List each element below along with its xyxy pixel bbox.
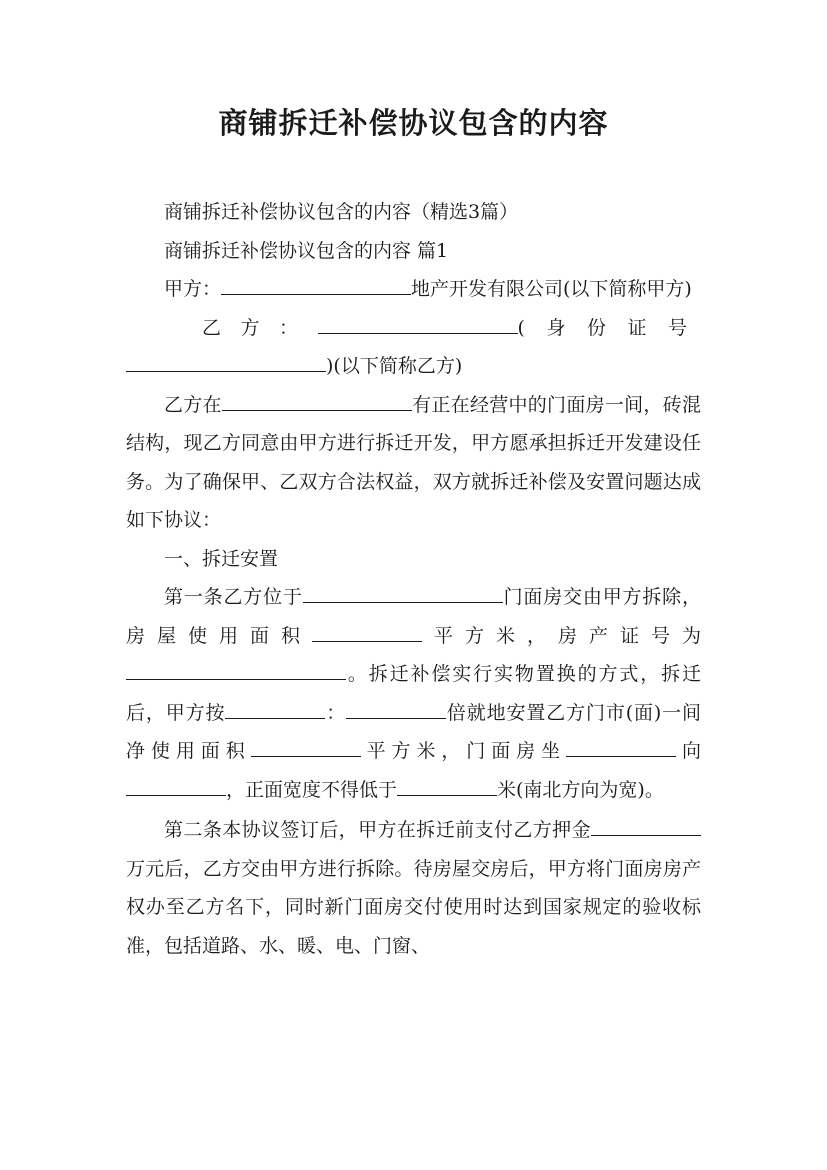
ratio-right-blank [346,717,446,719]
article-1-text-10: 米(南北方向为宽)。 [497,778,664,801]
chapter-heading: 一、拆迁安置 [164,547,279,570]
article-1-text-6: 倍就地安置乙方门市(面)一间净使用面积 [126,701,701,762]
usable-area-blank [312,640,422,642]
deposit-amount-blank [591,834,701,836]
party-a-suffix: 地产开发有限公司(以下简称甲方) [411,278,692,300]
party-b-id-blank [126,370,326,372]
document-body [126,193,701,965]
article-1-text-7: 平方米，门面房坐 [360,740,567,762]
article-2-paragraph [126,811,701,965]
section-heading: 商铺拆迁补偿协议包含的内容 篇1 [164,239,449,262]
article-1-text-4: 。拆迁补偿实行实物置换的方式，拆迁后，甲方按 [126,663,701,724]
new-area-blank [251,755,361,757]
document-title: 商铺拆迁补偿协议包含的内容 [218,106,609,140]
party-b-suffix: )(以下简称乙方) [326,355,463,377]
party-b-paragraph [126,309,701,386]
intro-prefix: 乙方在 [164,393,222,416]
party-b-name-blank [318,332,518,334]
document-subtitle: 商铺拆迁补偿协议包含的内容（精选3篇） [164,201,519,223]
party-a-name-blank [221,293,411,295]
article-2-text-2: 万元后，乙方交由甲方进行拆除。待房屋交房后，甲方将门面房房产权办至乙方名下，同时新门面房交付使用时达到国家规定的验收标准，包括道路、水、暖、电、门窗、 [126,857,701,957]
party-b-prefix: 乙方： [202,316,318,339]
ratio-left-blank [225,717,325,719]
article-1-text-3: 平方米，房产证号为 [422,624,701,647]
intro-suffix: 有正在经营中的门面房一间，砖混结构，现乙方同意由甲方进行拆迁开发，甲方愿承担拆迁开发建设任务。为了确保甲、乙双方合法权益，双方就拆迁补偿及安置问题达成如下协议： [126,393,701,531]
article-1-text-8: 向 [676,740,701,762]
party-a-paragraph [126,270,701,309]
party-a-prefix: 甲方： [164,278,222,300]
party-b-middle: (身份证号 [517,316,701,339]
facing-to-blank [126,794,226,796]
article-1-text-9: ，正面宽度不得低于 [226,778,398,801]
shop-location-blank [303,601,503,603]
facing-from-blank [566,755,676,757]
property-cert-number-blank [126,678,346,680]
intro-paragraph [126,386,701,540]
article-1-paragraph [126,578,701,809]
front-width-blank [397,794,497,796]
article-1-text-5: ： [325,701,347,724]
article-1-text-2: 门面房交由甲方拆除，房屋使用面积 [126,586,701,647]
article-1-text-1: 第一条乙方位于 [164,586,303,608]
article-2-text-1: 第二条本协议签订后，甲方在拆迁前支付乙方押金 [164,819,591,841]
location-blank [222,409,412,411]
